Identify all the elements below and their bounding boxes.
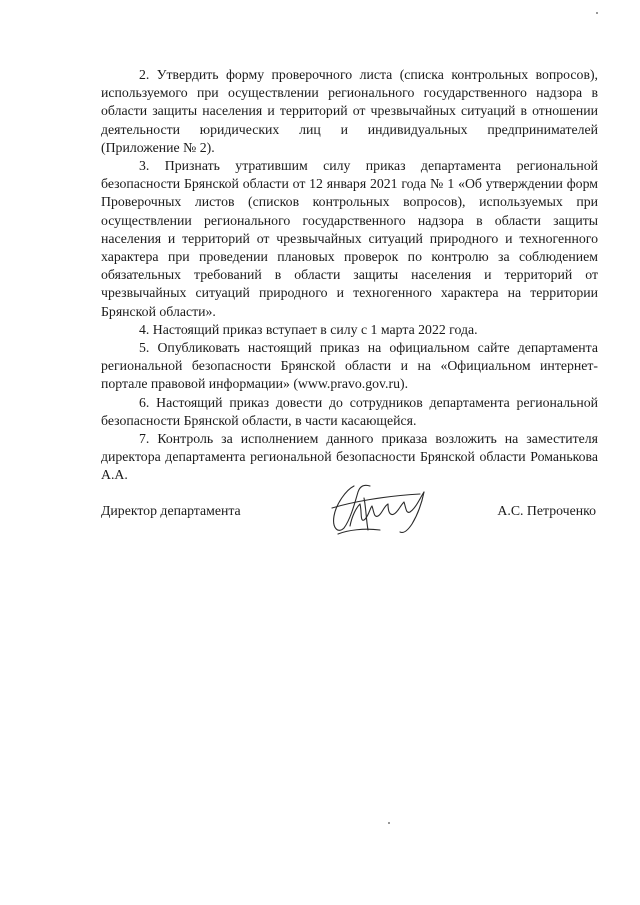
signatory-name: А.С. Петроченко	[497, 503, 596, 518]
paragraph-5: 5. Опубликовать настоящий приказ на официальном сайте департамента региональной безопасности Брянской области и на «Официальном интернет-портале правовой информации» (www.pravo.gov.ru).	[101, 340, 598, 392]
paragraph-2: 2. Утвердить форму проверочного листа (списка контрольных вопросов), используемого при осуществлении регионального государственного надзора в области защиты населения и территорий от чрезвычайных ситуаций в отношении деятельности юридических лиц и индивидуальных предпринимателей (Приложение № 2).	[101, 67, 598, 155]
paragraph-7: 7. Контроль за исполнением данного приказа возложить на заместителя директора департамента региональной безопасности Брянской области Романькова А.А.	[101, 431, 598, 483]
handwritten-signature	[324, 478, 444, 542]
signatory-title: Директор департамента	[101, 503, 241, 518]
bottom-mark	[388, 822, 390, 824]
document-body	[101, 66, 598, 485]
paragraph-4: 4. Настоящий приказ вступает в силу с 1 марта 2022 года.	[139, 321, 478, 337]
top-right-mark	[596, 12, 598, 14]
paragraph-3: 3. Признать утратившим силу приказ департамента региональной безопасности Брянской области от 12 января 2021 года № 1 «Об утверждении форм Проверочных листов (списков контрольных вопросов), используемых при осуществлении регионального государственного надзора в области защиты населения и территорий от чрезвычайных ситуаций природного и техногенного характера при проведении плановых проверок по контролю за соблюдением обязательных требований в области защиты населения и территорий от чрезвычайных ситуаций природного и техногенного характера на территории Брянской области».	[101, 158, 598, 319]
paragraph-6: 6. Настоящий приказ довести до сотрудников департамента региональной безопасности Брянской области, в части касающейся.	[101, 394, 598, 428]
